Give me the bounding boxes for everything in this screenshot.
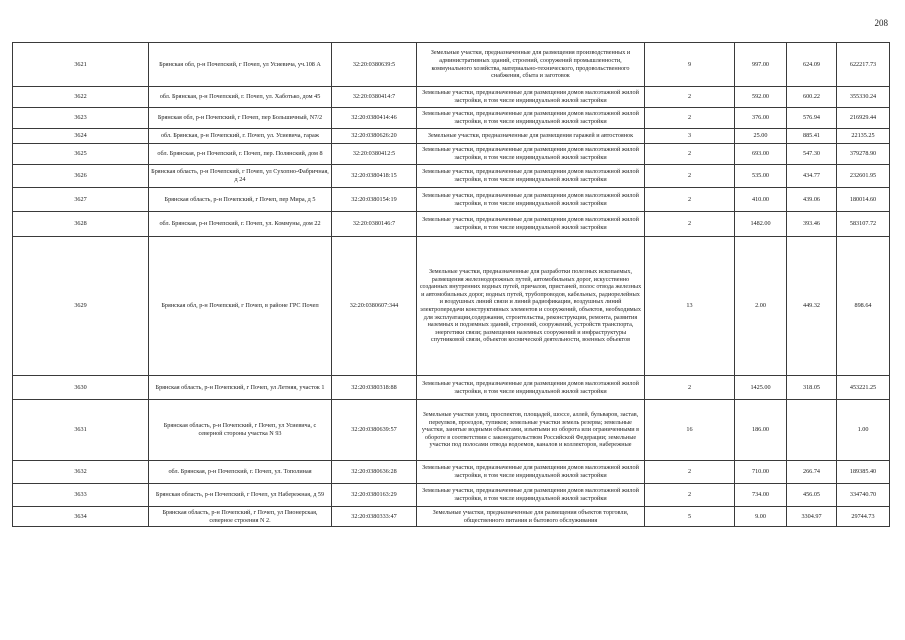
group-cell: 3 [645, 129, 735, 144]
cadastral-number-cell: 32:20:0380163:29 [332, 484, 417, 507]
cadastral-value-cell: 232601.95 [837, 165, 890, 188]
cadastral-number-cell: 32:20:0380636:28 [332, 461, 417, 484]
address-cell: обл. Брянская, р-н Почепский, г. Почеп, ул. Коммуны, дом 22 [149, 212, 332, 237]
land-use-cell: Земельные участки, предназначенные для размещения гаражей и автостоянок [417, 129, 645, 144]
land-use-cell: Земельные участки, предназначенные для размещения домов малоэтажной жилой застройки, в том числе индивидуальной жилой застройки [417, 87, 645, 108]
row-number: 3631 [13, 400, 149, 461]
cadastral-value-cell: 180014.60 [837, 188, 890, 212]
table-row [13, 212, 890, 237]
cadastral-value-cell: 22135.25 [837, 129, 890, 144]
address-cell: Брянская область, р-н Почепский, г Почеп, ул Усиевича, с северной стороны участка N 93 [149, 400, 332, 461]
area-cell: 410.00 [735, 188, 787, 212]
land-use-cell: Земельные участки, предназначенные для размещения домов малоэтажной жилой застройки, в том числе индивидуальной жилой застройки [417, 108, 645, 129]
cadastral-value-cell: 216929.44 [837, 108, 890, 129]
cadastral-number-cell: 32:20:0380607:344 [332, 237, 417, 376]
specific-value-cell: 318.05 [787, 376, 837, 400]
address-cell: Брянская обл, р-н Почепский, г Почеп, пер Большичный, N7/2 [149, 108, 332, 129]
page-number: 208 [874, 18, 888, 28]
address-cell: Брянская область, р-н Почепский, г Почеп, ул Сухопно-Фабричная, д 24 [149, 165, 332, 188]
row-number: 3633 [13, 484, 149, 507]
cadastral-number-cell: 32:20:0380333:47 [332, 507, 417, 527]
row-number: 3625 [13, 144, 149, 165]
area-cell: 734.00 [735, 484, 787, 507]
specific-value-cell: 600.22 [787, 87, 837, 108]
row-number: 3626 [13, 165, 149, 188]
specific-value-cell: 885.41 [787, 129, 837, 144]
land-use-cell: Земельные участки, предназначенные для размещения домов малоэтажной жилой застройки, в том числе индивидуальной жилой застройки [417, 212, 645, 237]
cadastral-number-cell: 32:20:0380418:15 [332, 165, 417, 188]
group-cell: 9 [645, 43, 735, 87]
table-row [13, 461, 890, 484]
cadastral-number-cell: 32:20:0380412:5 [332, 144, 417, 165]
table-row [13, 484, 890, 507]
table-row [13, 237, 890, 376]
specific-value-cell: 624.09 [787, 43, 837, 87]
area-cell: 9.00 [735, 507, 787, 527]
address-cell: обл. Брянская, р-н Почепский, г. Почеп, ул. Хаботько, дом 45 [149, 87, 332, 108]
cadastral-number-cell: 32:20:0380318:88 [332, 376, 417, 400]
row-number: 3622 [13, 87, 149, 108]
row-number: 3623 [13, 108, 149, 129]
cadastral-value-cell: 334740.70 [837, 484, 890, 507]
group-cell: 2 [645, 188, 735, 212]
table-body [13, 43, 890, 527]
group-cell: 16 [645, 400, 735, 461]
cadastral-value-cell: 622217.73 [837, 43, 890, 87]
cadastral-value-cell: 189385.40 [837, 461, 890, 484]
land-use-cell: Земельные участки улиц, проспектов, площадей, шоссе, аллей, бульваров, застав, переулков, проездов, тупиков; земельные участки земель резерва; земельные участки, занятые водными объектами, изъятыми из оборота или ограниченными в обороте в соответствии с законодательством Российской Федерации; земельные участки под полосами отвода водоемов, каналов и коллекторов, набережные [417, 400, 645, 461]
row-number: 3621 [13, 43, 149, 87]
land-use-cell: Земельные участки, предназначенные для размещения домов малоэтажной жилой застройки, в том числе индивидуальной жилой застройки [417, 484, 645, 507]
cadastral-value-cell: 1.00 [837, 400, 890, 461]
cadastral-value-cell: 453221.25 [837, 376, 890, 400]
specific-value-cell: 547.30 [787, 144, 837, 165]
group-cell: 2 [645, 165, 735, 188]
area-cell: 25.00 [735, 129, 787, 144]
group-cell: 2 [645, 87, 735, 108]
land-use-cell: Земельные участки, предназначенные для размещения домов малоэтажной жилой застройки, в том числе индивидуальной жилой застройки [417, 376, 645, 400]
land-use-cell: Земельные участки, предназначенные для размещения объектов торговли, общественного питания и бытового обслуживания [417, 507, 645, 527]
specific-value-cell: 434.77 [787, 165, 837, 188]
table-row [13, 43, 890, 87]
cadastral-value-cell: 29744.73 [837, 507, 890, 527]
cadastral-value-cell: 355330.24 [837, 87, 890, 108]
row-number: 3632 [13, 461, 149, 484]
area-cell: 535.00 [735, 165, 787, 188]
area-cell: 1482.00 [735, 212, 787, 237]
address-cell: Брянская обл, р-н Почепский, г Почеп, ул Усиевича, уч.108 А [149, 43, 332, 87]
cadastral-value-cell: 898.64 [837, 237, 890, 376]
specific-value-cell: 439.06 [787, 188, 837, 212]
area-cell: 997.00 [735, 43, 787, 87]
address-cell: Брянская область, р-н Почепский, г Почеп, ул Набережная, д 59 [149, 484, 332, 507]
table-row [13, 507, 890, 527]
land-use-cell: Земельные участки, предназначенные для размещения домов малоэтажной жилой застройки, в том числе индивидуальной жилой застройки [417, 144, 645, 165]
land-use-cell: Земельные участки, предназначенные для размещения домов малоэтажной жилой застройки, в том числе индивидуальной жилой застройки [417, 165, 645, 188]
address-cell: Брянская область, р-н Почепский, г Почеп, ул Летняя, участок 1 [149, 376, 332, 400]
group-cell: 2 [645, 484, 735, 507]
specific-value-cell: 393.46 [787, 212, 837, 237]
row-number: 3627 [13, 188, 149, 212]
cadastral-number-cell: 32:20:0380154:19 [332, 188, 417, 212]
address-cell: обл. Брянская, р-н Почепский, г. Почеп, пер. Полянский, дом 8 [149, 144, 332, 165]
table-row [13, 108, 890, 129]
table-row [13, 165, 890, 188]
address-cell: обл. Брянская, р-н Почепский, г. Почеп, ул. Усиевича, гараж [149, 129, 332, 144]
area-cell: 1425.00 [735, 376, 787, 400]
specific-value-cell [787, 400, 837, 461]
address-cell: Брянская обл, р-н Почепский, г Почеп, в районе ГРС Почеп [149, 237, 332, 376]
address-cell: обл. Брянская, р-н Почепский, г. Почеп, ул. Тополиная [149, 461, 332, 484]
cadastral-number-cell: 32:20:0380146:7 [332, 212, 417, 237]
table-row [13, 376, 890, 400]
cadastral-number-cell: 32:20:0380414:46 [332, 108, 417, 129]
specific-value-cell: 3304.97 [787, 507, 837, 527]
table-row [13, 188, 890, 212]
land-use-cell: Земельные участки, предназначенные для размещения домов малоэтажной жилой застройки, в том числе индивидуальной жилой застройки [417, 188, 645, 212]
area-cell: 592.00 [735, 87, 787, 108]
cadastral-value-cell: 583107.72 [837, 212, 890, 237]
group-cell: 5 [645, 507, 735, 527]
group-cell: 2 [645, 461, 735, 484]
group-cell: 13 [645, 237, 735, 376]
row-number: 3630 [13, 376, 149, 400]
cadastral-value-cell: 379278.90 [837, 144, 890, 165]
area-cell: 693.00 [735, 144, 787, 165]
land-use-cell: Земельные участки, предназначенные для разработки полезных ископаемых, размещения железнодорожных путей, автомобильных дорог, искусственно созданных внутренних водных путей, причалов, пристаней, полос отвода железных и автомобильных дорог, водных путей, трубопроводов, кабельных, радиорелейных и воздушных линий связи и линий радиофикации, воздушных линий электропередачи конструктивных элементов и сооружений, объектов, необходимых для эксплуатации,содержания, строительства, реконструкции, ремонта, развития наземных и подземных зданий, строений, сооружений, устройств транспорта, энергетики связи; размещения наземных сооружений и инфраструктуры спутниковой связи, объектов космической деятельности, военных объектов [417, 237, 645, 376]
specific-value-cell: 266.74 [787, 461, 837, 484]
specific-value-cell: 449.32 [787, 237, 837, 376]
table-row [13, 144, 890, 165]
group-cell: 2 [645, 144, 735, 165]
cadastral-number-cell: 32:20:0380626:20 [332, 129, 417, 144]
table-row [13, 400, 890, 461]
row-number: 3629 [13, 237, 149, 376]
cadastral-number-cell: 32:20:0380639:5 [332, 43, 417, 87]
table-row [13, 129, 890, 144]
land-use-cell: Земельные участки, предназначенные для размещения домов малоэтажной жилой застройки, в том числе индивидуальной жилой застройки [417, 461, 645, 484]
area-cell: 186.00 [735, 400, 787, 461]
cadastral-number-cell: 32:20:0380414:7 [332, 87, 417, 108]
group-cell: 2 [645, 108, 735, 129]
specific-value-cell: 576.94 [787, 108, 837, 129]
group-cell: 2 [645, 212, 735, 237]
row-number: 3628 [13, 212, 149, 237]
specific-value-cell: 456.05 [787, 484, 837, 507]
group-cell: 2 [645, 376, 735, 400]
area-cell: 710.00 [735, 461, 787, 484]
cadastral-value-table [12, 42, 890, 527]
address-cell: Брянская область, р-н Почепский, г Почеп, пер Мира, д 5 [149, 188, 332, 212]
area-cell: 376.00 [735, 108, 787, 129]
table-row [13, 87, 890, 108]
row-number: 3624 [13, 129, 149, 144]
address-cell: Брянская область, р-н Почепский, г Почеп, ул Пионерская, северное строения N 2. [149, 507, 332, 527]
cadastral-number-cell: 32:20:0380639:57 [332, 400, 417, 461]
land-use-cell: Земельные участки, предназначенные для размещения производственных и административных зданий, строений, сооружений промышленности, коммунального хозяйства, материально-технического, продовольственного снабжения, сбыта и заготовок [417, 43, 645, 87]
row-number: 3634 [13, 507, 149, 527]
area-cell: 2.00 [735, 237, 787, 376]
